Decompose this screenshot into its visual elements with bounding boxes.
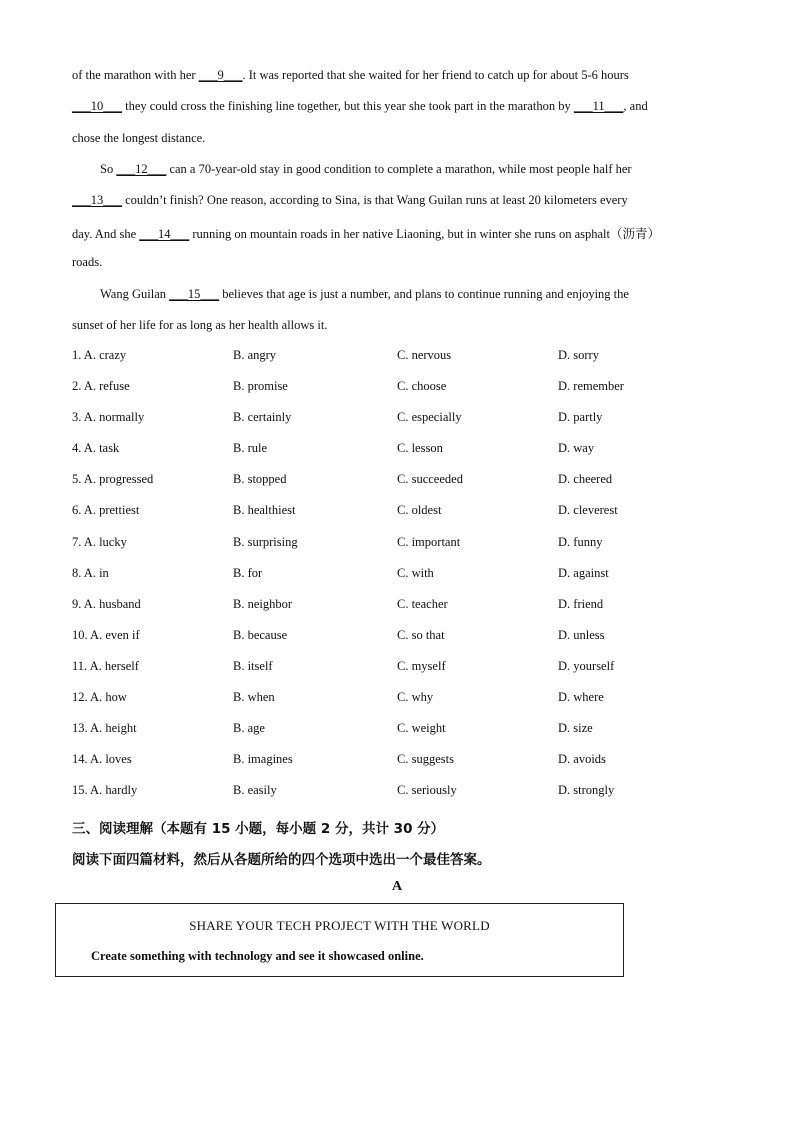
option-row-9 [72,597,722,628]
option-row-3 [72,410,722,441]
blank-11: ___11___ [573,99,624,113]
option-c: C. with [397,565,434,580]
option-d: D. size [558,721,593,736]
option-row-13 [72,721,722,752]
option-d: D. cleverest [558,503,618,518]
option-c: C. choose [397,379,447,394]
option-a: 2. A. refuse [72,379,130,394]
passage-a-banner [55,903,624,977]
option-row-15 [72,783,722,814]
passage-line-6: day. And she ___14___ running on mountain roads in her native Liaoning, but in winter she runs on asphalt（沥青） [72,227,661,241]
option-c: C. so that [397,627,445,642]
option-d: D. sorry [558,348,599,362]
option-a: 3. A. normally [72,410,145,425]
passage-line-7: roads. [72,255,103,269]
blank-14: ___14___ [139,227,190,241]
option-a: 14. A. loves [72,752,132,767]
option-a: 8. A. in [72,565,109,580]
passage-line-8: Wang Guilan ___15___ believes that age is just a number, and plans to continue running and enjoying the [100,287,629,301]
blank-12: ___12___ [116,162,167,176]
option-row-1 [72,348,722,379]
option-c: C. lesson [397,441,443,456]
option-b: B. stopped [233,472,287,487]
passage-line-5: ___13___ couldn’t finish? One reason, according to Sina, is that Wang Guilan runs at least 20 kilometers every [72,193,628,207]
option-a: 9. A. husband [72,596,141,611]
blank-15: ___15___ [169,287,220,301]
option-a: 11. A. herself [72,658,139,673]
option-b: B. certainly [233,410,292,425]
option-row-5 [72,472,722,503]
option-b: B. because [233,627,288,642]
passage-line-4: So ___12___ can a 70-year-old stay in good condition to complete a marathon, while most people half her [100,162,632,176]
option-d: D. funny [558,534,603,549]
option-row-10 [72,628,722,659]
passage-line-1: of the marathon with her ___9___. It was reported that she waited for her friend to catch up for about 5-6 hours [72,68,629,82]
option-row-7 [72,535,722,566]
option-d: D. way [558,441,595,456]
option-row-6 [72,503,722,534]
option-d: D. unless [558,627,605,642]
passage-line-2: ___10___ they could cross the finishing line together, but this year she took part in the marathon by ___11___, and [72,99,648,113]
option-row-4 [72,441,722,472]
option-row-12 [72,690,722,721]
option-c: C. important [397,534,461,549]
option-b: B. healthiest [233,503,296,518]
section-instruction: 阅读下面四篇材料，然后从各题所给的四个选项中选出一个最佳答案。 [72,852,491,868]
option-row-14 [72,752,722,783]
option-d: D. friend [558,596,604,611]
option-d: D. partly [558,410,603,425]
option-d: D. avoids [558,752,606,767]
blank-10: ___10___ [72,99,122,113]
option-a: 4. A. task [72,441,120,456]
option-a: 15. A. hardly [72,783,138,798]
option-c: C. especially [397,410,462,425]
option-a: 5. A. progressed [72,472,154,487]
option-b: B. itself [233,658,273,673]
option-c: C. myself [397,658,446,673]
option-row-8 [72,566,722,597]
option-a: 13. A. height [72,721,137,736]
option-a: 1. A. crazy [72,348,127,362]
blank-13: ___13___ [72,193,122,207]
option-d: D. against [558,565,609,580]
option-c: C. teacher [397,596,448,611]
option-a: 7. A. lucky [72,534,127,549]
banner-title: SHARE YOUR TECH PROJECT WITH THE WORLD [189,918,490,933]
option-b: B. when [233,690,275,705]
option-c: C. why [397,690,434,705]
option-c: C. nervous [397,348,452,362]
options-list [72,348,722,814]
blank-9: ___9___ [198,68,243,82]
option-d: D. strongly [558,783,615,798]
option-b: B. imagines [233,752,293,767]
option-b: B. rule [233,441,268,456]
option-b: B. for [233,565,263,580]
option-a: 6. A. prettiest [72,503,140,518]
option-a: 12. A. how [72,690,127,705]
passage-line-3: chose the longest distance. [72,131,206,145]
option-d: D. where [558,690,604,705]
passage-label: A [391,879,403,894]
option-b: B. promise [233,379,288,394]
option-b: B. age [233,721,265,736]
option-b: B. angry [233,348,277,362]
banner-subtitle: Create something with technology and see it showcased online. [91,949,424,963]
option-b: B. easily [233,783,277,798]
option-d: D. yourself [558,658,615,673]
option-c: C. succeeded [397,472,463,487]
option-c: C. oldest [397,503,442,518]
option-row-2 [72,379,722,410]
option-b: B. neighbor [233,596,293,611]
option-a: 10. A. even if [72,627,140,642]
option-row-11 [72,659,722,690]
section-heading: 三、阅读理解（本题有 15 小题，每小题 2 分，共计 30 分） [72,821,445,837]
option-c: C. weight [397,721,446,736]
option-d: D. remember [558,379,624,394]
option-c: C. suggests [397,752,454,767]
option-c: C. seriously [397,783,457,798]
option-d: D. cheered [558,472,613,487]
passage-line-9: sunset of her life for as long as her health allows it. [72,318,328,332]
option-b: B. surprising [233,534,298,549]
